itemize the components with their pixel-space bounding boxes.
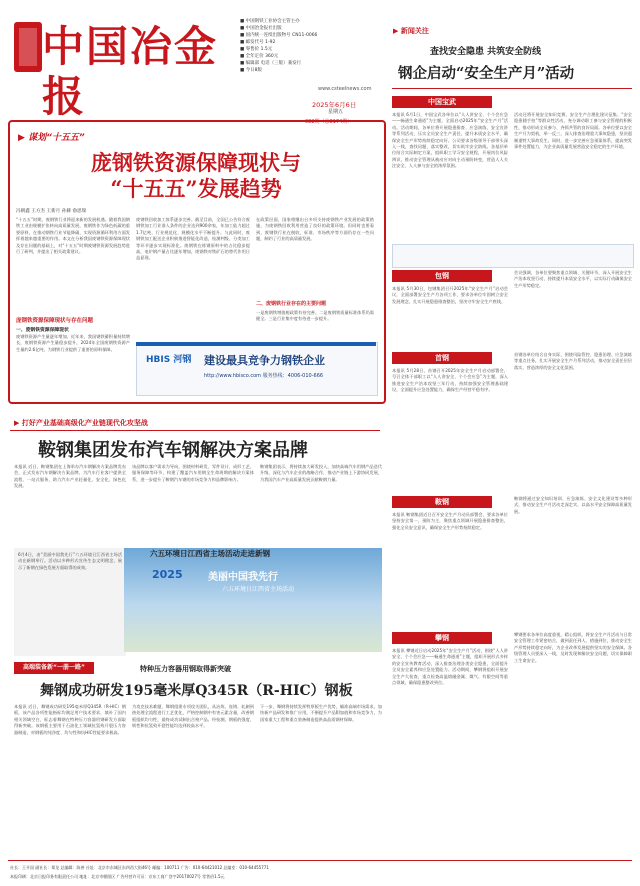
weekday: 星期五 [328,109,344,115]
info-line: ■ 全年定价 360元 [240,54,279,59]
right-big-title: 钢企启动“安全生产月”活动 [398,65,575,82]
subheading: 庞钢铁资源保障现状与存在问题 [16,318,94,324]
article-body: 本报讯 近日，舞钢成功研发195毫米厚Q345R（R-HIC）钢板，该产品各项性能指标均满足用户技术要求，填补了国内相关领域空白，标志着舞钢在特种压力容器用钢研发方面取得新突破。该钢板主要用于石油化工领域抗氢致开裂压力容器制造，对钢板的纯净度、均匀性和抗HIC性能要求极高。 [14,704,126,735]
info-line: ■ 零售价 1.5元 [240,47,273,52]
section-tag-label: 新闻关注 [400,27,429,35]
title-line: 庞钢铁资源保障现状与 [91,150,301,175]
right-small-title: 查找安全隐患 共筑安全防线 [430,47,542,57]
photo-year: 2025 [152,568,183,581]
hbis-ad [136,342,378,396]
publication-date: 2025年6月6日 [312,101,357,109]
divider [392,88,632,89]
bottom-kicker: 特种压力容器用钢取得新突破 [140,665,231,673]
article-body: 该品牌以客户需求为导向，围绕材料研发、零件设计、成形工艺、服务保障等环节，构建了覆盖汽车用钢全生命周期的解决方案体系，进一步提升了鞍钢汽车钢的市场竞争力和品牌影响力。 [132,464,254,482]
ad-url: http://www.hbisco.com 服务热线：4006-010-666 [204,373,324,379]
company-bar: 鞍钢 [392,496,492,508]
article-body: 首钢各单位结合自身实际，围绕风险管控、隐患治理、应急演练等重点任务，扎实开展安全生产月系列活动，推动安全责任层层落实，营造浓厚的安全文化氛围。 [514,352,632,370]
issue-number: 082期（总8174期） [305,119,353,125]
divider [8,860,632,861]
footer-line: 本报印刷：北京日报印务有限责任公司 地址：北京市朝阳区 广告经营许可证：京东工商广登字20170027号 零售价1.5元 [10,874,225,879]
article-body: 本报讯 攀钢近日启动2025年“安全生产月”活动，围绕“人人讲安全、个个会应急——畅通生命通道”主题，组织开展形式多样的安全宣传教育活动，深入排查治理各类安全隐患，全面提升全员安全素养和应急处置能力。活动期间，攀钢将组织开展安全生产大检查，重点检查高温熔融金属、煤气、有限空间等重点领域，确保隐患整改到位。 [392,648,508,686]
article-body: 鞍钢将通过安全知识培训、应急演练、安全文化建设等多种形式，推动安全生产月活动走深走实，以高水平安全保障高质量发展。 [514,496,632,514]
main-story-title [76,150,316,202]
section-tag-industry: ▶ 打好产业基础高级化产业链现代化攻坚战 [14,419,148,427]
sidebar-brief: 6月4日，由“美丽中国我先行”六五环境日江西省主场活动在新钢举行。活动以多种形式宣传生态文明理念，展示了新钢在绿色发展方面取得的成效。 [14,548,126,656]
info-line: ■ 今日8版 [240,68,263,73]
event-photo [124,548,382,652]
article-body: “十五五”时期，废钢铁行业将迎来新的发展机遇。随着我国钢铁工业由规模扩张转向高质量发展，废钢铁作为绿色低碳的重要原料，在推动钢铁行业节能降碳、实现资源循环利用方面发挥着越来越重要的作用。本文在分析我国废钢铁资源保障现状及存在问题的基础上，对“十五五”时期废钢铁资源发展趋势进行了研判，并提出了相关政策建议。 [16,217,130,255]
ad-slogan: 建设最具竞争力钢铁企业 [204,354,325,367]
photo-caption: 六五环境日江西省主场活动走进新钢 [150,549,270,558]
website-url: www.csteelnews.com [318,86,372,92]
article-body: 本报讯 鞍钢集团近日召开安全生产月动员部署会，要求各单位坚持安全第一、预防为主，聚焦重点领域开展隐患排查整治，强化全员安全意识，确保安全生产形势持续稳定。 [392,512,508,530]
article-body: 下一步，舞钢将持续发挥特厚板生产优势，瞄准高端市场需求，加快新产品研发和推广应用，不断提升产品附加值和市场竞争力，为国家重大工程和重点装备制造提供高品质钢材保障。 [260,704,382,722]
article-body: 一是废钢铁增值税政策有待完善。二是废钢铁质量标准体系仍需健全。三是行业集中度有待进一步提升。 [256,310,374,322]
article-body: 在政策层面，国家相继出台多项支持废钢铁产业发展的政策措施，为废钢铁回收利用营造了良好的政策环境。但同时也要看到，废钢铁行业在税收、标准、市场秩序等方面仍存在一些问题，制约了行业的高质量发展。 [256,217,374,242]
divider [10,430,380,431]
ad-stripe [136,342,376,346]
info-line: ■ 邮发代号 1-92 [240,40,276,45]
company-bar: 中国宝武 [392,96,492,108]
article-body: 本报讯 5月28日，首钢召开2025年安全生产月启动部署会，号召全体干部职工以“人人讲安全、个个会应急”为主题，深入推进安全生产治本攻坚三年行动，持续加强安全管理基础建设，全面提升应急处置能力，确保生产经营平稳有序。 [392,368,508,393]
article-body: 本报讯 6月1日，中国宝武各单位以“人人讲安全、个个会应急——畅通生命通道”为主题，全面启动2025年“安全生产月”活动。活动期间，各单位将开展隐患排查、应急演练、安全宣讲等系列活动，压实全员安全生产责任，提升本质安全水平，确保安全生产形势持续稳定向好。公司要求各级领导干部带头深入一线，查找问题、落实整改，切实筑牢安全防线。各基层单位结合实际制定方案，组织职工学习安全规程，开展岗位风险辨识，推动安全管理从被动应对向主动预防转变，营造人人关注安全、人人参与安全的浓厚氛围。 [392,112,508,169]
article-body: 活动还将开展安全知识竞赛、安全生产合理化建议征集、“安全隐患随手拍”等群众性活动，充分调动职工参与安全管理的积极性，推动形成全员参与、齐抓共管的良好局面。各单位要以安全生产月为契机，举一反三，深入排查治理重大事故隐患，坚决遏制重特大事故发生。同时，进一步完善应急预案体系，提高突发事件处置能力，为企业高质量发展营造安全稳定的生产环境。 [514,112,632,150]
article-body: 本报讯 近日，鞍钢集团在上海举办汽车钢解决方案品牌发布会，正式发布汽车钢解决方案品牌，为汽车行业客户提供全流程、一站式服务，助力汽车产业轻量化、安全化、绿色化发展。 [14,464,126,489]
info-line: ■ 中国钢铁工业协会主管主办 [240,19,300,24]
title-line: “十五五”发展趋势 [110,176,282,201]
article-body: 本报讯 5月30日，包钢集团召开2025年“安全生产月”启动会议，全面部署安全生产月各项工作，要求各单位牢固树立安全发展理念，扎实开展隐患排查整治，坚决守牢安全生产底线。 [392,286,508,304]
company-bar: 首钢 [392,352,492,364]
photo-banner: 美丽中国我先行 [208,572,278,583]
article-body: 为攻克技术难题，舞钢组建专项攻关团队，从冶炼、连铸、轧制到热处理全流程进行工艺优化，严格控制钢中有害元素含量，改善钢板组织均匀性，最终成功试制出合格产品。经检测，钢板的强度、韧性和抗氢致开裂性能均达到较高水平。 [132,704,254,729]
photo-sub: 六五环境日江西省主场活动 [222,586,295,593]
company-bar: 包钢 [392,270,492,282]
info-line: ■ 中国冶金报社出版 [240,26,282,31]
footer-line: 社长：王开国 副社长：郑龙 总编辑：陈善 社址：北京市东城区东四西大街46号 邮编：100711 广告：010-64421012 总编室：010-64455771 [10,865,269,870]
kicker-label: 谋划“十五五” [28,133,85,143]
article-body: 鞍钢集团表示，将持续加大研发投入，加快高端汽车用钢产品迭代升级，深化与汽车企业的战略合作，推动产业链上下游协同发展，为我国汽车产业高质量发展贡献鞍钢力量。 [260,464,382,482]
section-tag-news: ▶ 新闻关注 [393,27,429,35]
info-line: ■ 编辑部 电话（三版）兼发行 [240,61,302,66]
info-line: ■ 国内统一连续出版物号 CN11-0066 [240,33,318,38]
subheading: 一、废钢铁资源保障现状 [16,328,69,333]
masthead-info [240,18,332,96]
article-body: 废钢铁资源产生量逐年增加。近年来，我国钢铁蓄积量持续增长，废钢铁资源产生量稳步提升，2024年全国废钢铁资源产生量约2.6亿吨，为钢铁行业提供了重要的原料保障。 [16,334,130,352]
side-tag: 高端装备新“一册一路” [14,662,94,674]
article-body: 会议强调，各单位要聚焦重点领域、关键环节，深入开展安全生产治本攻坚行动，持续提升本质安全水平，以实际行动确保安全生产形势稳定。 [514,270,632,288]
masthead-seal [12,20,44,74]
bottom-headline: 舞钢成功研发195毫米厚Q345R（R-HIC）钢板 [40,683,353,699]
ad-brand: HBIS 河钢 [146,355,192,365]
company-bar: 攀钢 [392,632,492,644]
section-tag-label: 打好产业基础高级化产业链现代化攻坚战 [21,419,148,427]
subheading: 二、废钢铁行业存在的主要问题 [256,301,327,307]
byline: 冯朝鑫 王方杰 王新月 孙赫 俞思瑞 [16,209,87,214]
masthead-title: 中国冶金报 [42,22,219,121]
right-banner-ad [392,244,634,268]
article-body: 攀钢要求各单位高度重视，精心组织，将安全生产月活动与日常安全管理工作紧密结合，做到责任到人、措施到位，推动安全生产形势持续稳定向好，为企业改革发展提供坚实的安全保障。各级管理人员要深入一线，及时发现和解决安全问题，切实保障职工生命安全。 [514,632,632,663]
main-story-kicker: ▶ 谋划“十五五” [18,133,85,143]
ansteel-headline: 鞍钢集团发布汽车钢解决方案品牌 [38,440,308,461]
article-body: 废钢铁回收加工体系逐步完善。截至目前，全国已公告符合废钢铁加工行业准入条件的企业达到900余家，年加工能力超过1.7亿吨，行业规范化、规模化水平不断提升。与此同时，废钢铁加工配送企业积极推进智能化改造，检测判级、分类加工等环节逐步实现标准化。废钢铁在炼钢原料中的占比稳步提高，电炉钢产量占比逐年增加，废钢铁对铁矿石的替代作用日益显现。 [136,217,250,261]
